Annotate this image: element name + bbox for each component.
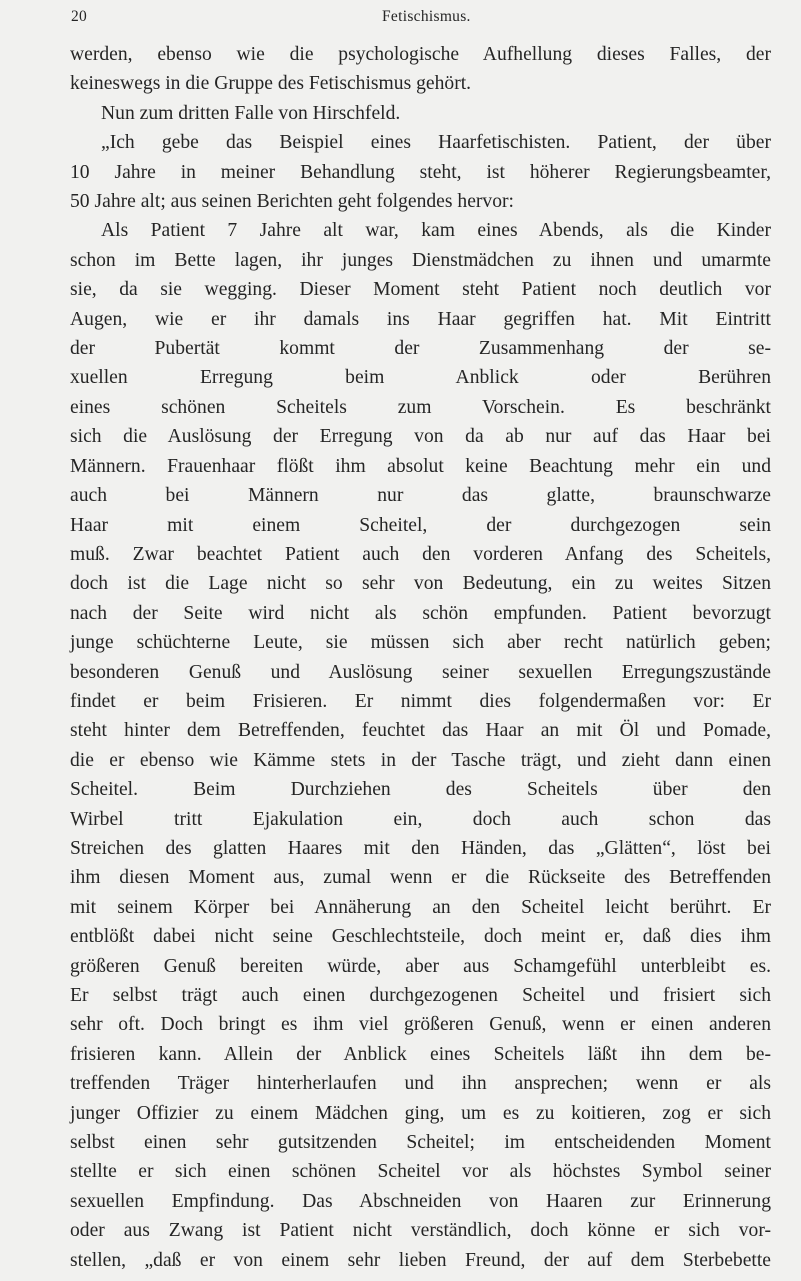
- text-line: größeren Genuß bereiten würde, aber aus Schamgefühl unterbleibt es.: [70, 955, 771, 977]
- text-line: steht hinter dem Betreffenden, feuchtet das Haar an mit Öl und Pomade,: [70, 720, 771, 742]
- text-line: sexuellen Empfindung. Das Abschneiden von Haaren zur Erinnerung: [70, 1190, 771, 1212]
- text-line: doch ist die Lage nicht so sehr von Bedeutung, ein zu weites Sitzen: [70, 573, 771, 595]
- text-line: sehr oft. Doch bringt es ihm viel größeren Genuß, wenn er einen anderen: [70, 1014, 771, 1036]
- text-line: Scheitel. Beim Durchziehen des Scheitels über den: [70, 779, 771, 801]
- text-line: „Ich gebe das Beispiel eines Haarfetischisten. Patient, der über: [101, 132, 771, 154]
- text-line: Als Patient 7 Jahre alt war, kam eines Abends, als die Kinder: [101, 220, 771, 242]
- text-line: die er ebenso wie Kämme stets in der Tasche trägt, und zieht dann einen: [70, 749, 771, 771]
- page-header: [70, 8, 771, 30]
- text-line: der Pubertät kommt der Zusammenhang der se-: [70, 338, 771, 360]
- text-line: sie, da sie wegging. Dieser Moment steht Patient noch deutlich vor: [70, 279, 771, 301]
- text-line: Männern. Frauenhaar flößt ihm absolut keine Beachtung mehr ein und: [70, 455, 771, 477]
- text-line: junge schüchterne Leute, sie müssen sich aber recht natürlich geben;: [70, 632, 771, 654]
- text-line: keineswegs in die Gruppe des Fetischismus gehört.: [70, 73, 472, 95]
- text-line: Wirbel tritt Ejakulation ein, doch auch schon das: [70, 808, 771, 830]
- text-line: 10 Jahre in meiner Behandlung steht, ist höherer Regierungsbeamter,: [70, 161, 771, 183]
- text-line: ihm diesen Moment aus, zumal wenn er die Rückseite des Betreffenden: [70, 867, 771, 889]
- text-line: treffenden Träger hinterherlaufen und ihn ansprechen; wenn er als: [70, 1073, 771, 1095]
- text-line: Augen, wie er ihr damals ins Haar gegriffen hat. Mit Eintritt: [70, 308, 771, 330]
- text-line: Nun zum dritten Falle von Hirschfeld.: [101, 102, 401, 124]
- text-line: mit seinem Körper bei Annäherung an den Scheitel leicht berührt. Er: [70, 896, 771, 918]
- text-line: Er selbst trägt auch einen durchgezogenen Scheitel und frisiert sich: [70, 985, 771, 1006]
- text-line: stellen, „daß er von einem sehr lieben Freund, der auf dem Sterbebette: [70, 1249, 771, 1271]
- running-title: Fetischismus.: [382, 8, 471, 25]
- text-line: junger Offizier zu einem Mädchen ging, um es zu koitieren, zog er sich: [70, 1102, 771, 1124]
- text-line: muß. Zwar beachtet Patient auch den vorderen Anfang des Scheitels,: [70, 543, 771, 565]
- text-line: xuellen Erregung beim Anblick oder Berühren: [70, 367, 771, 389]
- text-line: besonderen Genuß und Auslösung seiner sexuellen Erregungszustände: [70, 661, 771, 683]
- text-line: sich die Auslösung der Erregung von da ab nur auf das Haar bei: [70, 426, 771, 448]
- text-line: oder aus Zwang ist Patient nicht verständlich, doch könne er sich vor-: [70, 1220, 771, 1242]
- text-line: werden, ebenso wie die psychologische Aufhellung dieses Falles, der: [70, 44, 771, 65]
- text-line: Haar mit einem Scheitel, der durchgezogen sein: [70, 514, 771, 536]
- text-line: entblößt dabei nicht seine Geschlechtsteile, doch meint er, daß dies ihm: [70, 926, 771, 948]
- text-line: schon im Bette lagen, ihr junges Dienstmädchen zu ihnen und umarmte: [70, 249, 771, 271]
- text-line: findet er beim Frisieren. Er nimmt dies folgendermaßen vor: Er: [70, 690, 771, 712]
- body-text: [70, 40, 771, 1275]
- text-line: auch bei Männern nur das glatte, braunschwarze: [70, 485, 771, 507]
- text-line: frisieren kann. Allein der Anblick eines Scheitels läßt ihn dem be-: [70, 1043, 771, 1065]
- text-line: nach der Seite wird nicht als schön empfunden. Patient bevorzugt: [70, 602, 771, 624]
- page-number: 20: [71, 8, 88, 25]
- text-line: Streichen des glatten Haares mit den Händen, das „Glätten“, löst bei: [70, 837, 771, 859]
- text-line: eines schönen Scheitels zum Vorschein. Es beschränkt: [70, 396, 771, 418]
- text-line: stellte er sich einen schönen Scheitel vor als höchstes Symbol seiner: [70, 1161, 771, 1183]
- text-line: 50 Jahre alt; aus seinen Berichten geht folgendes hervor:: [70, 191, 514, 213]
- text-line: selbst einen sehr gutsitzenden Scheitel; im entscheidenden Moment: [70, 1132, 771, 1154]
